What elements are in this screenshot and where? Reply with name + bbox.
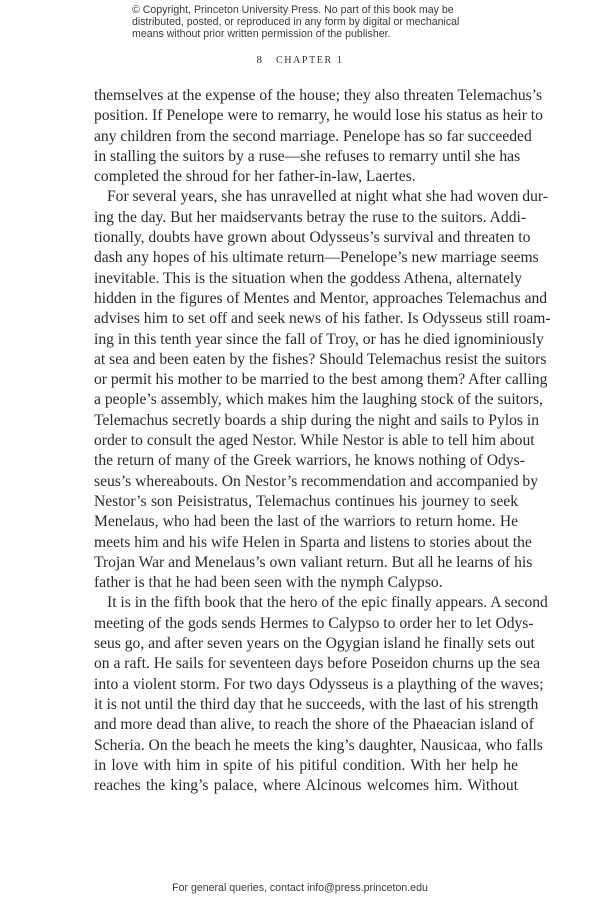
- text-line: seus’s whereabouts. On Nestor’s recommendation and accompanied by: [94, 472, 539, 490]
- text-line: themselves at the expense of the house; they also threaten Telemachus’s: [94, 87, 543, 104]
- text-line: the return of many of the Greek warriors, he knows nothing of Odys-: [94, 452, 525, 470]
- text-line: tionally, doubts have grown about Odysseus’s survival and threaten to: [94, 229, 531, 247]
- text-line: Trojan War and Menelaus’s own valiant return. But all he learns of his: [94, 553, 533, 571]
- text-line: meeting of the gods sends Hermes to Calypso to order her to let Odys-: [94, 614, 534, 632]
- text-line: ing the day. But her maidservants betray the ruse to the suitors. Addi-: [94, 208, 527, 226]
- text-line: or permit his mother to be married to the best among them? After calling: [94, 371, 548, 389]
- text-line: on a raft. He sails for seventeen days before Poseidon churns up the sea: [94, 655, 541, 673]
- body-text: [94, 86, 551, 796]
- paragraph: [94, 86, 543, 187]
- copyright-notice: [132, 4, 492, 41]
- paragraph: [94, 593, 548, 796]
- text-line: Scheria. On the beach he meets the king’s daughter, Nausicaa, who falls: [94, 736, 543, 754]
- text-line: Nestor’s son Peisistratus, Telemachus continues his journey to seek: [94, 492, 518, 510]
- copyright-line: means without prior written permission of the publisher.: [132, 28, 391, 41]
- footer-contact: For general queries, contact info@press.princeton.edu: [172, 882, 428, 894]
- copyright-line: © Copyright, Princeton University Press. No part of this book may be: [132, 4, 454, 16]
- text-line: seus go, and after seven years on the Ogygian island he finally sets out: [94, 635, 535, 653]
- text-line: hidden in the figures of Mentes and Mentor, approaches Telemachus and: [94, 289, 548, 307]
- text-line: advises him to set off and seek news of his father. Is Odysseus still roam-: [94, 310, 551, 328]
- text-line: meets him and his wife Helen in Sparta and listens to stories about the: [94, 533, 532, 551]
- page-number: 8: [256, 54, 263, 66]
- text-line: in love with him in spite of his pitiful condition. With her help he: [94, 756, 518, 774]
- text-line: For several years, she has unravelled at night what she had woven dur-: [107, 188, 548, 206]
- text-line: into a violent storm. For two days Odysseus is a plaything of the waves;: [94, 675, 544, 693]
- running-head: [0, 54, 600, 66]
- text-line: completed the shroud for her father-in-law, Laertes.: [94, 168, 416, 186]
- paragraph: [94, 187, 551, 593]
- copyright-line: distributed, posted, or reproduced in any form by digital or mechanical: [132, 16, 460, 29]
- text-line: any children from the second marriage. Penelope has so far succeeded: [94, 127, 532, 145]
- text-line: Menelaus, who had been the last of the warriors to return home. He: [94, 513, 518, 531]
- text-line: Telemachus secretly boards a ship during the night and sails to Pylos in: [94, 411, 539, 429]
- text-line: it is not until the third day that he succeeds, with the last of his strength: [94, 695, 539, 713]
- text-line: at sea and been eaten by the fishes? Should Telemachus resist the suitors: [94, 350, 547, 368]
- text-line: It is in the fifth book that the hero of the epic finally appears. A second: [107, 594, 548, 612]
- text-line: dash any hopes of his ultimate return—Penelope’s new marriage seems: [94, 249, 539, 267]
- text-line: order to consult the aged Nestor. While Nestor is able to tell him about: [94, 432, 535, 450]
- text-line: a people’s assembly, which makes him the laughing stock of the suitors,: [94, 391, 543, 409]
- text-line: position. If Penelope were to remarry, he would lose his status as heir to: [94, 107, 543, 125]
- text-line: and more dead than alive, to reach the shore of the Phaeacian island of: [94, 716, 534, 734]
- text-line: father is that he had been seen with the nymph Calypso.: [94, 574, 443, 592]
- text-line: inevitable. This is the situation when the goddess Athena, alternately: [94, 269, 523, 287]
- text-line: in stalling the suitors by a ruse—she refuses to remarry until she has: [94, 147, 521, 165]
- text-line: ing in this tenth year since the fall of Troy, or has he died ignominiously: [94, 330, 544, 348]
- chapter-label: CHAPTER 1: [276, 55, 344, 66]
- text-line: reaches the king’s palace, where Alcinous welcomes him. Without: [94, 777, 518, 795]
